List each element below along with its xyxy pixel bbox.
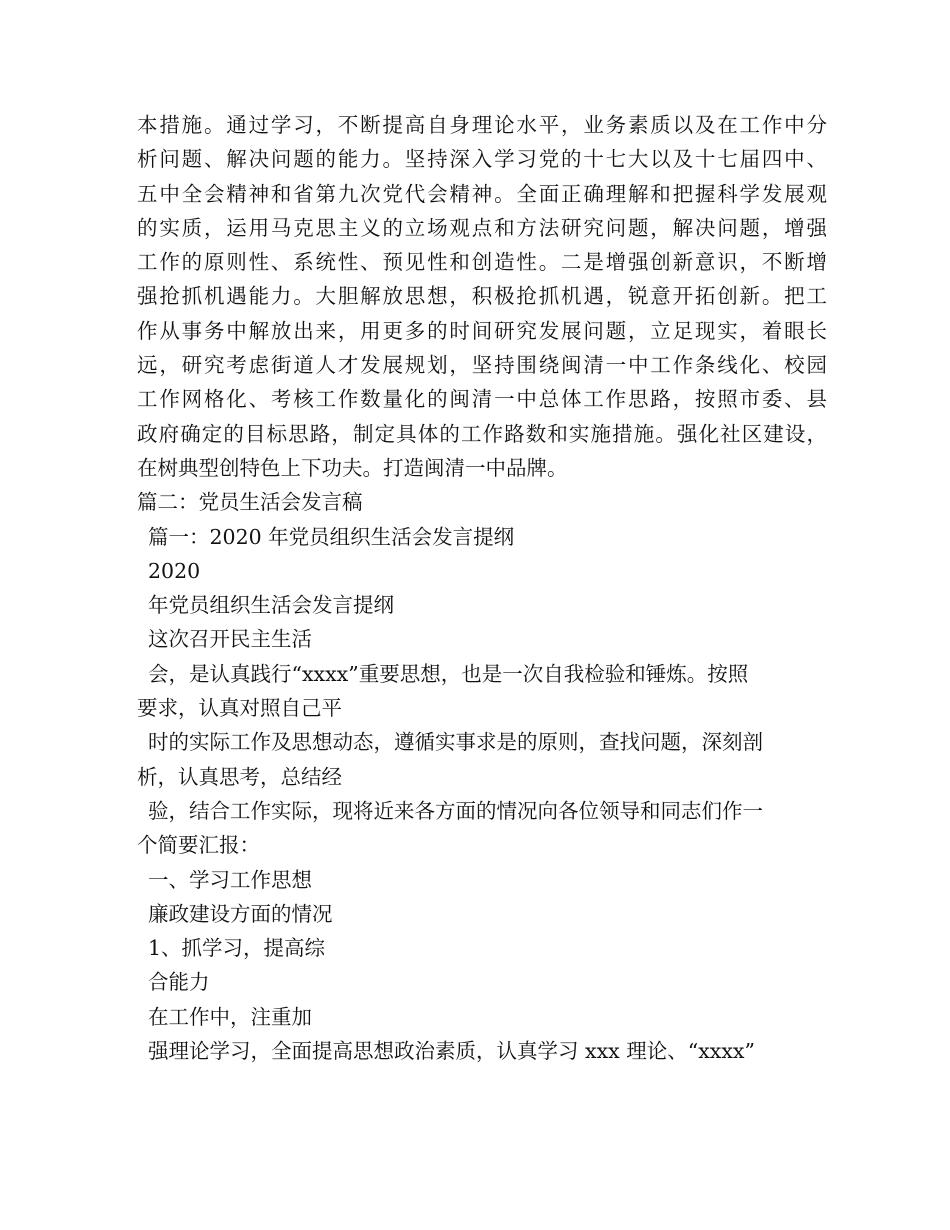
list-item: 合能力: [148, 970, 210, 995]
paragraph-line: 工作的原则性、系统性、预见性和创造性。二是增强创新意识，不断增: [137, 250, 827, 275]
document-body: [137, 108, 827, 1068]
paragraph-line: 本措施。通过学习，不断提高自身理论水平，业务素质以及在工作中分: [137, 113, 827, 137]
list-item: 1、抓学习，提高综: [148, 936, 326, 961]
section-heading: 一、学习工作思想: [148, 867, 312, 892]
paragraph-line: 政府确定的目标思路，制定具体的工作路数和实施措施。强化社区建设，: [137, 421, 827, 446]
paragraph-line: 析，认真思考，总结经: [137, 764, 342, 789]
paragraph-line: 五中全会精神和省第九次党代会精神。全面正确理解和把握科学发展观: [137, 181, 827, 206]
paragraph-line: 会，是认真践行“xxxx”重要思想，也是一次自我检验和锤炼。按照: [148, 661, 749, 686]
paragraph-line: 工作网格化、考核工作数量化的闽清一中总体工作思路，按照市委、县: [137, 387, 827, 412]
paragraph-line: 在树典型创特色上下功夫。打造闽清一中品牌。: [137, 455, 568, 480]
paragraph-line: 要求，认真对照自己平: [137, 696, 342, 721]
paragraph-line: 强抢抓机遇能力。大胆解放思想，积极抢抓机遇，锐意开拓创新。把工: [137, 284, 827, 309]
section-heading: 篇二：党员生活会发言稿: [137, 490, 363, 515]
paragraph-line: 这次召开民主生活: [148, 627, 312, 652]
paragraph-line: 时的实际工作及思想动态，遵循实事求是的原则，查找问题，深刻剖: [148, 730, 763, 755]
paragraph-line: 远，研究考虑街道人才发展规划，坚持围绕闽清一中工作条线化、校园: [137, 353, 827, 378]
paragraph-line: 的实质，运用马克思主义的立场观点和方法研究问题，解决问题，增强: [137, 215, 827, 240]
paragraph-line: 在工作中，注重加: [148, 1004, 312, 1029]
document-title: 年党员组织生活会发言提纲: [148, 593, 394, 618]
sub-heading: 篇一：2020 年党员组织生活会发言提纲: [148, 524, 515, 549]
paragraph-line: 强理论学习，全面提高思想政治素质，认真学习 xxx 理论、“xxxx”: [148, 1039, 755, 1064]
year-line: 2020: [148, 558, 201, 583]
section-heading: 廉政建设方面的情况: [148, 901, 333, 926]
paragraph-line: 验，结合工作实际，现将近来各方面的情况向各位领导和同志们作一: [148, 798, 763, 823]
paragraph-line: 个简要汇报：: [137, 833, 260, 858]
paragraph-line: 析问题、解决问题的能力。坚持深入学习党的十七大以及十七届四中、: [137, 147, 827, 172]
paragraph-line: 作从事务中解放出来，用更多的时间研究发展问题，立足现实，着眼长: [137, 318, 827, 343]
